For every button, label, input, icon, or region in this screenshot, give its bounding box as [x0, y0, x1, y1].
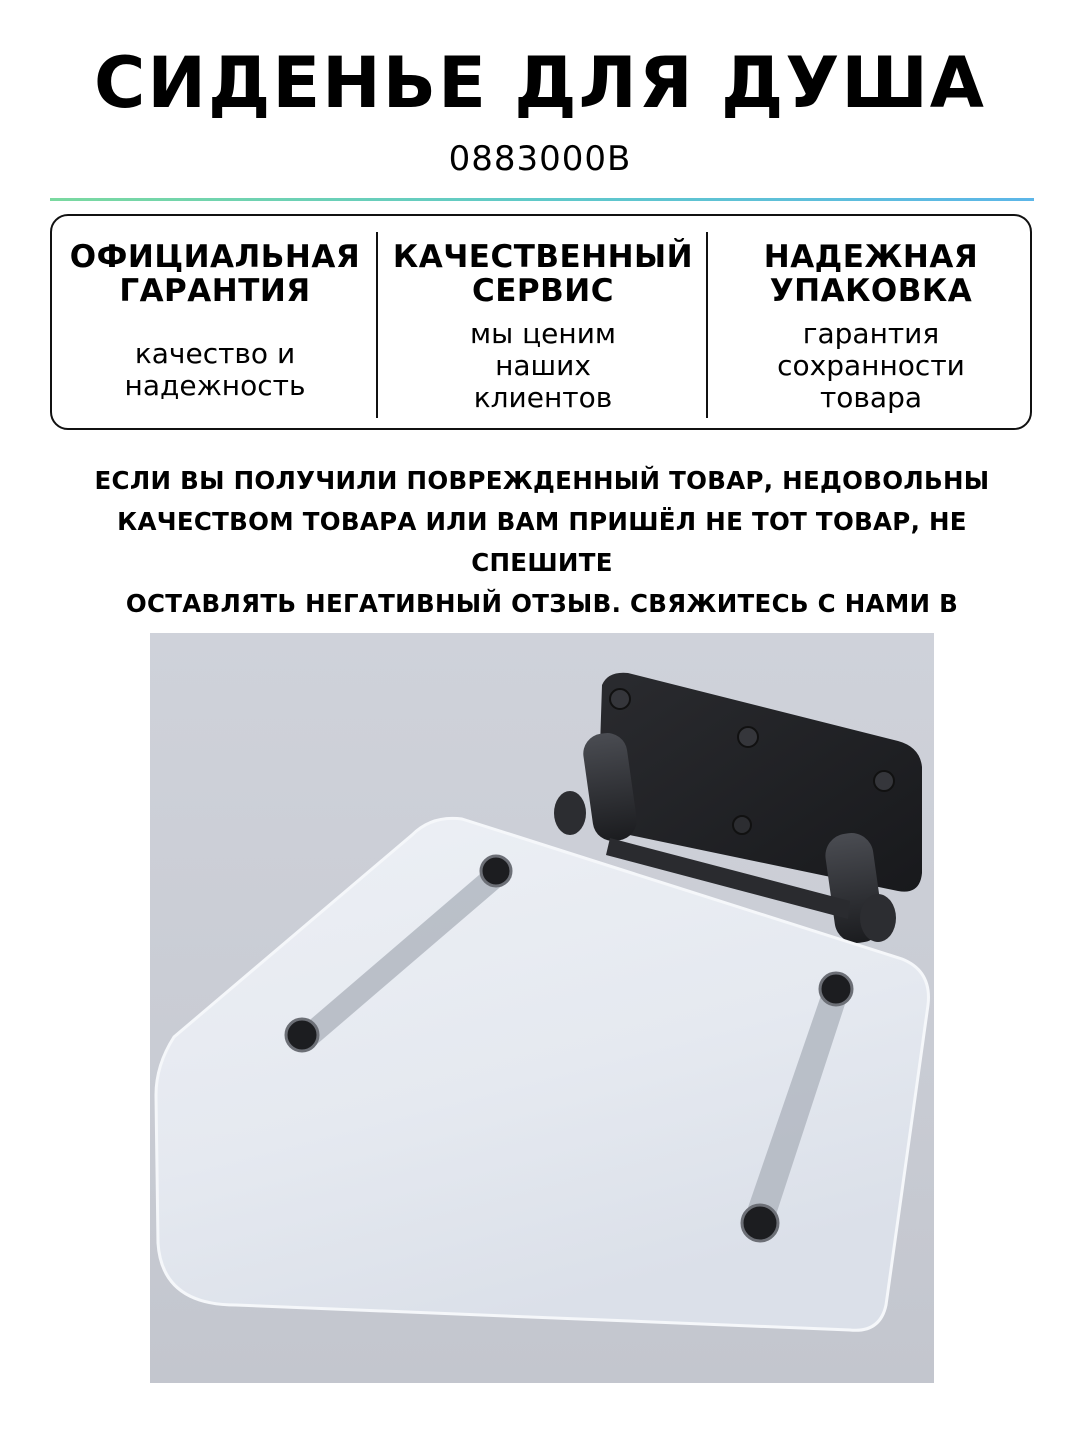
feature-sub-line: мы ценим	[469, 317, 617, 350]
feature-title	[58, 240, 372, 308]
feature-title	[714, 240, 1028, 308]
feature-sub-line: товара	[819, 381, 923, 414]
feature-subtitle	[384, 318, 702, 414]
feature-sub-line: гарантия	[802, 317, 940, 350]
notice-line: ЕСЛИ ВЫ ПОЛУЧИЛИ ПОВРЕЖДЕННЫЙ ТОВАР, НЕДОВОЛЬНЫ	[94, 466, 990, 495]
shower-seat-illustration	[150, 633, 934, 1383]
features-panel	[50, 214, 1032, 430]
product-title: СИДЕНЬЕ ДЛЯ ДУША	[94, 42, 986, 124]
feature-subtitle	[58, 338, 372, 402]
feature-sub-line: качество и	[134, 337, 296, 370]
notice-line: КАЧЕСТВОМ ТОВАРА ИЛИ ВАМ ПРИШЁЛ НЕ ТОТ ТОВАР, НЕ СПЕШИТЕ	[117, 507, 967, 577]
feature-title-line: СЕРВИС	[472, 273, 614, 309]
notice-line: ОСТАВЛЯТЬ НЕГАТИВНЫЙ ОТЗЫВ. СВЯЖИТЕСЬ С НАМИ В	[125, 589, 959, 618]
feature-title	[384, 240, 702, 308]
feature-title-line: КАЧЕСТВЕННЫЙ	[392, 239, 694, 275]
feature-title-line: НАДЕЖНАЯ	[763, 239, 979, 275]
feature-subtitle	[714, 318, 1028, 414]
feature-sub-line: клиентов	[473, 381, 613, 414]
product-sku: 0883000B	[448, 139, 632, 179]
product-photo	[150, 633, 934, 1383]
feature-title-line: УПАКОВКА	[769, 273, 973, 309]
feature-service	[378, 216, 708, 428]
feature-warranty	[52, 216, 378, 428]
feature-sub-line: наших	[495, 349, 591, 382]
gradient-divider	[50, 198, 1034, 201]
feature-sub-line: надежность	[124, 369, 306, 402]
feature-packaging	[708, 216, 1034, 428]
feature-title-line: ГАРАНТИЯ	[119, 273, 311, 309]
feature-title-line: ОФИЦИАЛЬНАЯ	[69, 239, 361, 275]
feature-sub-line: сохранности	[777, 349, 965, 382]
